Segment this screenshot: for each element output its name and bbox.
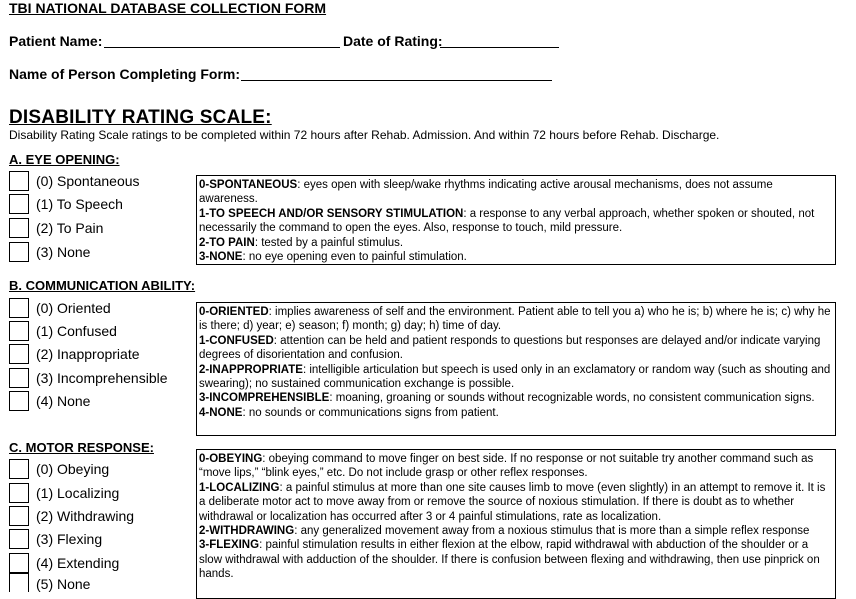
desc-text: : a response to any verbal approach, whether spoken or shouted, not necessarily the command to open the eyes. Also, response to touch, mild pressure. [199,207,815,235]
option-label: (4) None [36,393,91,409]
checkbox[interactable] [9,553,29,573]
motor-option-5[interactable] [9,573,90,592]
communication-option-3[interactable] [9,367,168,389]
communication-description-box [196,302,836,436]
motor-option-2[interactable] [9,505,134,527]
option-label: (2) Inappropriate [36,346,140,362]
patient-name-field[interactable] [104,47,340,48]
patient-name-label: Patient Name: [9,33,103,49]
desc-term: 2-WITHDRAWING [199,525,295,538]
option-label: (4) Extending [36,555,120,571]
desc-term: 4-NONE [199,406,243,419]
motor-option-0[interactable] [9,458,109,480]
eye-option-1[interactable] [9,193,123,215]
desc-term: 3-FLEXING [199,539,260,552]
eye-opening-heading: A. EYE OPENING: [9,152,120,167]
desc-text: : no eye opening even to painful stimulation. [242,251,467,264]
desc-term: 1-LOCALIZING [199,481,280,494]
motor-option-3[interactable] [9,528,102,550]
desc-entry [199,236,833,250]
date-of-rating-label: Date of Rating: [343,33,443,49]
checkbox[interactable] [9,573,29,592]
option-label: (0) Oriented [36,300,111,316]
desc-entry [199,207,833,236]
desc-text: : tested by a painful stimulus. [254,236,404,249]
eye-option-2[interactable] [9,217,103,239]
checkbox[interactable] [9,529,29,549]
motor-option-4[interactable] [9,552,119,574]
desc-term: 0-ORIENTED [199,306,269,318]
desc-text: : attention can be held and patient responds to questions but responses are delayed and/or indicate varying degrees of disorientation and confusion. [199,334,821,362]
eye-option-3[interactable] [9,241,90,263]
desc-text: : obeying command to move finger on best side. If no response or not suitable try another command such as “move lips,” “blink eyes,” etc. Do not include grasp or other reflex responses. [199,453,814,480]
option-label: (5) None [36,576,91,592]
checkbox[interactable] [9,194,29,214]
checkbox[interactable] [9,218,29,238]
checkbox[interactable] [9,391,29,411]
desc-entry [199,524,833,538]
checkbox[interactable] [9,483,29,503]
desc-entry [199,452,833,481]
motor-option-1[interactable] [9,482,119,504]
checkbox[interactable] [9,321,29,341]
desc-entry [199,334,833,363]
desc-entry [199,538,833,581]
communication-option-1[interactable] [9,320,117,342]
date-of-rating-field[interactable] [440,47,559,48]
option-label: (1) Confused [36,323,117,339]
communication-heading: B. COMMUNICATION ABILITY: [9,278,196,293]
option-label: (1) Localizing [36,485,120,501]
motor-heading: C. MOTOR RESPONSE: [9,440,154,455]
desc-text: : any generalized movement away from a noxious stimulus that is more than a simple reflex response [294,525,810,538]
checkbox[interactable] [9,506,29,526]
scale-note: Disability Rating Scale ratings to be completed within 72 hours after Rehab. Admission. And within 72 hours before Rehab. Discharge. [9,128,720,142]
desc-term: 1-CONFUSED [199,334,274,347]
person-completing-field[interactable] [241,80,552,81]
desc-term: 1-TO SPEECH AND/OR SENSORY STIMULATION [199,207,464,220]
desc-text: : a painful stimulus at more than one site causes limb to move (even slightly) in an attempt to remove it. It is a deliberate motor act to move away from or remove the source of noxious stimulation. If there is doubt as to whether withdrawal or localization has occurred after 3 or 4 painful stimulations, rate as localization. [199,481,826,523]
desc-term: 2-INAPPROPRIATE [199,363,303,376]
option-label: (2) To Pain [36,220,104,236]
option-label: (0) Obeying [36,461,110,477]
desc-entry [199,305,833,334]
option-label: (1) To Speech [36,196,123,212]
option-label: (3) Flexing [36,531,103,547]
desc-text: : painful stimulation results in either flexion at the elbow, rapid withdrawal with abduction of the shoulder or a slow withdrawal with adduction of the shoulder. If there is confusion between flexing and withdrawing, then use pinprick on hands. [199,539,820,581]
desc-text: : no sounds or communications signs from patient. [242,406,499,419]
communication-option-0[interactable] [9,297,111,319]
form-title: TBI NATIONAL DATABASE COLLECTION FORM [9,0,327,16]
desc-entry [199,250,833,264]
desc-entry [199,363,833,392]
desc-entry [199,391,833,405]
desc-text: : intelligible articulation but speech is used only in an exclamatory or random way (such as shouting and swearing); no sustained communication exchange is possible. [199,363,831,391]
desc-entry [199,481,833,524]
option-label: (2) Withdrawing [36,508,135,524]
option-label: (3) None [36,244,91,260]
checkbox[interactable] [9,298,29,318]
desc-text: : implies awareness of self and the environment. Patient able to tell you a) who he is; b) where he is; c) why he is there; d) year; e) season; f) month; g) day; h) time of day. [199,306,831,333]
eye-description-box [196,175,836,265]
desc-text: : moaning, groaning or sounds without recognizable words, no consistent communication signs. [329,392,815,405]
communication-option-2[interactable] [9,343,140,365]
person-completing-label: Name of Person Completing Form: [9,66,241,82]
desc-entry [199,406,833,420]
desc-term: 3-NONE [199,251,243,264]
communication-option-4[interactable] [9,390,90,412]
desc-text: : eyes open with sleep/wake rhythms indicating active arousal mechanisms, does not assume awareness. [199,179,773,206]
desc-term: 0-SPONTANEOUS [199,179,298,191]
checkbox[interactable] [9,368,29,388]
option-label: (3) Incomprehensible [36,370,168,386]
motor-description-box [196,449,836,599]
desc-term: 2-TO PAIN [199,236,255,249]
checkbox[interactable] [9,459,29,479]
checkbox[interactable] [9,344,29,364]
checkbox[interactable] [9,171,29,191]
desc-term: 0-OBEYING [199,453,263,465]
desc-term: 3-INCOMPREHENSIBLE [199,392,330,405]
scale-title: DISABILITY RATING SCALE: [9,107,272,128]
option-label: (0) Spontaneous [36,173,140,189]
desc-entry [199,178,833,207]
checkbox[interactable] [9,242,29,262]
eye-option-0[interactable] [9,170,140,192]
